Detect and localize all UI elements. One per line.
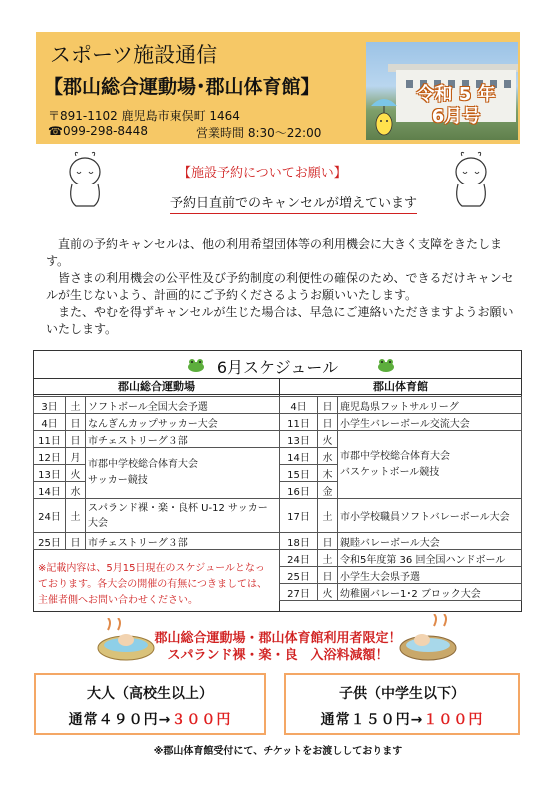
table-row: 13日 火 市郡中学校総合体育大会 バスケットボール競技 <box>280 431 522 448</box>
table-row: 24日 土 令和5年度第 36 回全国ハンドボール <box>280 550 522 567</box>
right-venue-header: 郡山体育館 <box>280 379 521 395</box>
facility-name: 【郡山総合運動場･郡山体育館】 <box>44 76 320 98</box>
child-price: 通常１５０円→１００円 <box>320 712 484 728</box>
adult-price: 通常４９０円→３００円 <box>68 712 232 728</box>
table-row: 11日 日 市チェストリーグ３部 <box>34 431 280 448</box>
promo-headline: 郡山総合運動場・郡山体育館利用者限定！ <box>154 631 402 646</box>
adult-label: 大人（高校生以上） <box>87 686 213 702</box>
bowing-mascot-icon <box>64 150 106 210</box>
table-row: 16日 金 <box>280 482 522 499</box>
left-venue-header: 郡山総合運動場 <box>34 379 279 395</box>
phone-number: ☎099-298-8448 <box>48 124 148 138</box>
table-row: 14日 水 <box>280 448 522 465</box>
child-label: 子供（中学生以下） <box>339 686 465 702</box>
table-row: 17日 土 市小学校職員ソフトバレーボール大会 <box>280 499 522 533</box>
table-row: 25日 日 市チェストリーグ３部 <box>34 533 280 550</box>
adult-price-box <box>34 673 266 735</box>
notice-paragraph: また、やむを得ずキャンセルが生じた場合は、早急にご連絡いただきますようお願いいたします。 <box>46 305 514 336</box>
notice-subtitle: 予約日直前でのキャンセルが増えています <box>170 192 417 214</box>
table-row: 14日 水 <box>34 482 280 499</box>
schedule-header <box>34 351 521 379</box>
notice-title: 【施設予約についてお願い】 <box>178 166 347 181</box>
address: 〒891-1102 鹿児島市東俣町 1464 <box>48 109 240 123</box>
schedule-title: 6月スケジュール <box>216 358 339 377</box>
bowing-mascot-icon <box>450 150 492 210</box>
table-row: 15日 木 <box>280 465 522 482</box>
schedule-note: ※記載内容は、5月15日現在のスケジュールとなっております。各大会の開催の有無につきましては、主催者側へお問い合わせください。 <box>38 563 267 606</box>
table-row: 25日 日 小学生大会県予選 <box>280 567 522 584</box>
issue-date: 令和 5 年 6月号 <box>416 84 496 127</box>
table-row: 12日 月 市郡中学校総合体育大会 サッカー競技 <box>34 448 280 465</box>
newsletter-title: スポーツ施設通信 <box>50 43 218 67</box>
ticket-note: ※郡山体育館受付にて、チケットをお渡ししております <box>153 746 403 757</box>
june-schedule <box>33 350 522 612</box>
promo-subheadline: スパランド裸・楽・良 入浴料減額！ <box>167 648 389 663</box>
table-row: 24日 土 スパランド裸・楽・良杯 U-12 サッカー大会 <box>34 499 280 533</box>
table-row: 4日 日 鹿児島県フットサルリーグ <box>280 397 522 414</box>
table-row: 11日 日 小学生バレーボール交流大会 <box>280 414 522 431</box>
child-price-box <box>284 673 520 735</box>
table-row: 4日 日 なんぎんカップサッカー大会 <box>34 414 280 431</box>
table-row: 27日 火 幼稚園バレー1･2 ブロック大会 <box>280 584 522 601</box>
mascot-umbrella-icon <box>369 94 399 138</box>
notice-paragraph: 皆さまの利用機会の公平性及び予約制度の利便性の確保のため、できるだけキャンセルが生じないよう、計画的にご予約くださるようお願いいたします。 <box>46 271 514 302</box>
notice-paragraph: 直前の予約キャンセルは、他の利用希望団体等の利用機会に大きく支障をきたします。 <box>46 237 503 268</box>
frog-icon <box>376 357 396 373</box>
table-row: 18日 日 親睦バレーボール大会 <box>280 533 522 550</box>
left-schedule-table <box>33 396 280 550</box>
newsletter-header <box>36 32 520 144</box>
table-row: 3日 土 ソフトボール全国大会予選 <box>34 397 280 414</box>
right-schedule-table <box>279 396 522 601</box>
business-hours: 営業時間 8:30～22:00 <box>196 126 322 140</box>
table-row: 13日 火 <box>34 465 280 482</box>
